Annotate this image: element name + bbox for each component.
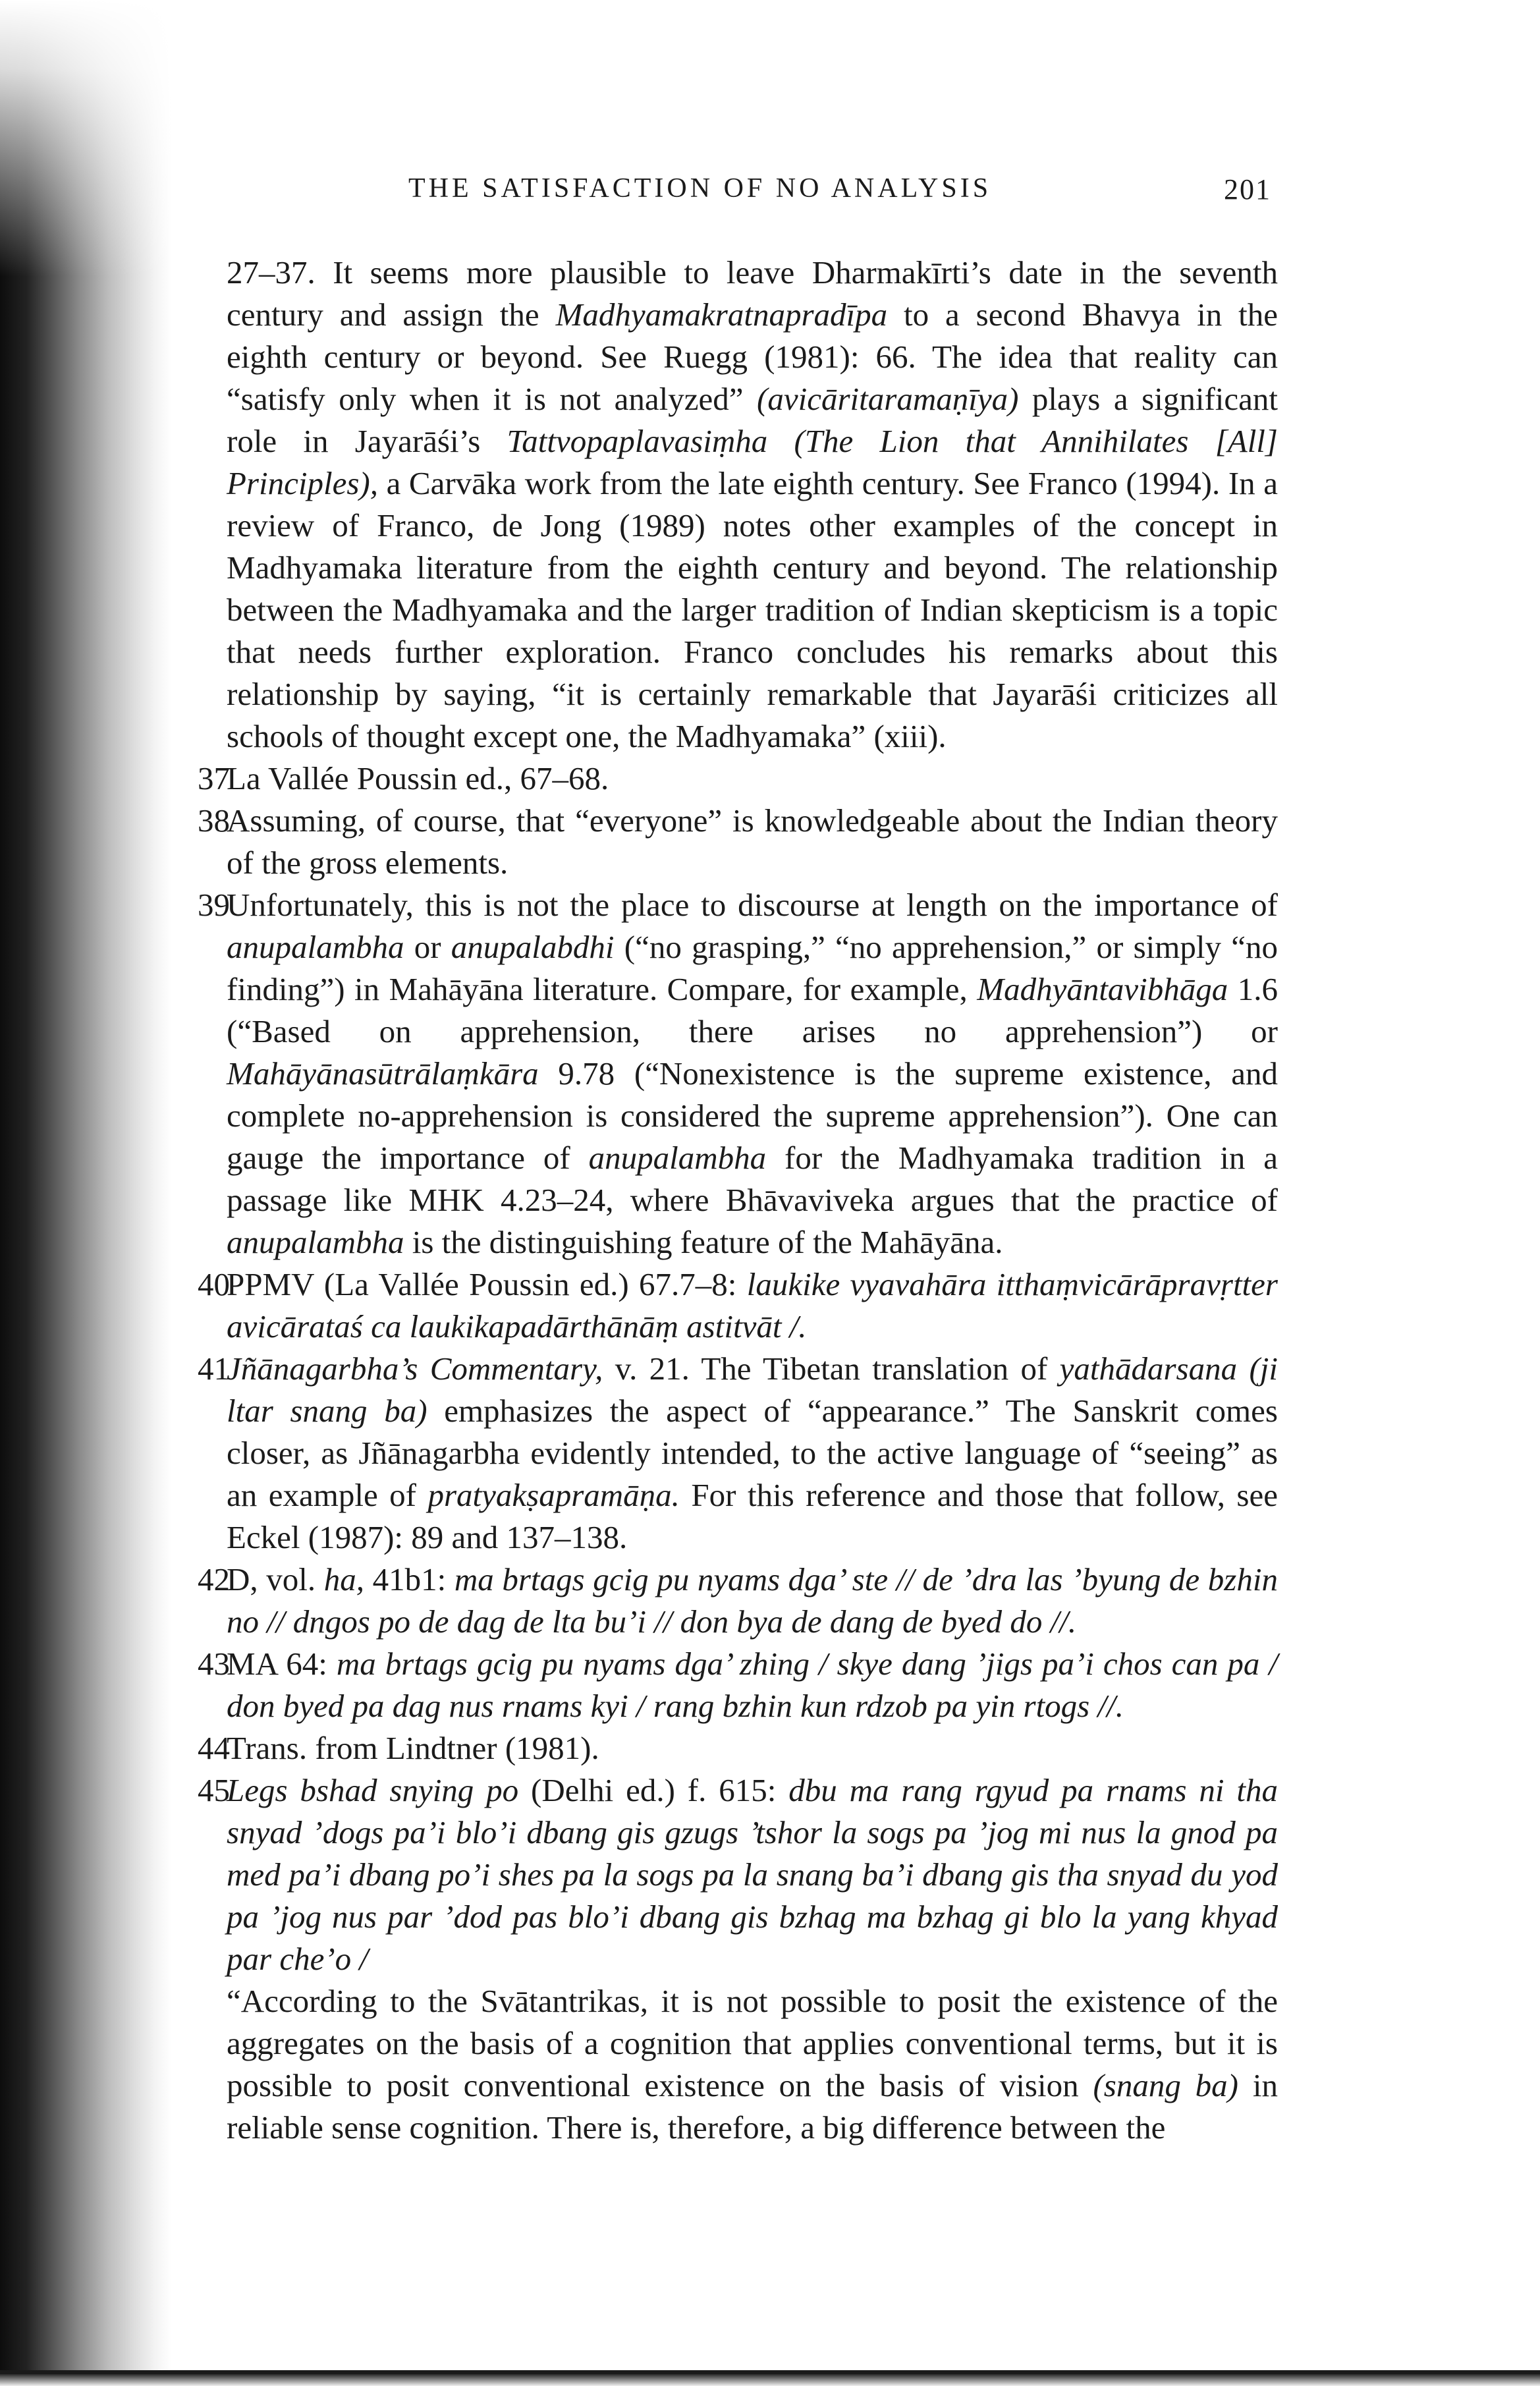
endnote-translation: “According to the Svātantrikas, it is not possible to posit the existence of the aggregates on the basis of a cognition that applies conventional terms, but it is possible to posit conventional existence on the basis of vision (snang ba) in reliable sense cognition. There is, therefore, a big difference between the xyxy=(227,1983,1278,2146)
endnote-40 xyxy=(198,1263,1278,1348)
scan-bottom-edge xyxy=(0,2370,1540,2386)
endnote-number: 40 xyxy=(198,1266,230,1302)
endnote-paragraph: La Vallée Poussin ed., 67–68. xyxy=(227,760,609,796)
endnotes-body xyxy=(198,252,1278,2149)
endnote-43 xyxy=(198,1643,1278,1727)
endnote-paragraph: MA 64: ma brtags gcig pu nyams dga’ zhing / skye dang ’jigs pa’i chos can pa / don byed pa dag nus rnams kyi / rang bzhin kun rdzob pa yin rtogs //. xyxy=(227,1646,1278,1724)
endnote-text xyxy=(227,758,1278,800)
page-binding-shadow xyxy=(0,0,171,2386)
endnote-44 xyxy=(198,1727,1278,1769)
endnote-39 xyxy=(198,884,1278,1263)
endnote-number: 42 xyxy=(198,1561,230,1597)
endnote-38 xyxy=(198,800,1278,884)
endnote-paragraph: PPMV (La Vallée Poussin ed.) 67.7–8: laukike vyavahāra itthaṃvicārāpravṛtter avicārataś ca laukikapadārthānāṃ astitvāt /. xyxy=(227,1266,1278,1345)
endnote-text xyxy=(227,800,1278,884)
page-number: 201 xyxy=(1224,173,1271,206)
endnote-number: 45 xyxy=(198,1772,230,1808)
page-binding-fade xyxy=(0,0,217,277)
endnote-paragraph: Unfortunately, this is not the place to discourse at length on the importance of anupalambha or anupalabdhi (“no grasping,” “no apprehension,” or simply “no finding”) in Mahāyāna literature. Compare, for example, Madhyāntavibhāga 1.6 (“Based on apprehension, there arises no apprehension”) or Mahāyānasūtrālaṃkāra 9.78 (“Nonexistence is the supreme existence, and complete no-apprehension is considered the supreme apprehension”). One can gauge the importance of anupalambha for the Madhyamaka tradition in a passage like MHK 4.23–24, where Bhāvaviveka argues that the practice of anupalambha is the distinguishing feature of the Mahāyāna. xyxy=(227,887,1278,1260)
endnotes-list xyxy=(198,758,1278,2149)
endnote-paragraph: Legs bshad snying po (Delhi ed.) f. 615: dbu ma rang rgyud pa rnams ni tha snyad ’dogs pa’i blo’i dbang gis gzugs ’tshor la sogs pa ’jog mi nus la gnod pa med pa’i dbang po’i shes pa la sogs pa la snang ba’i dbang gis tha snyad du yod pa ’jog nus par ’dod pas blo’i dbang gis bzhag ma bzhag gi blo la yang khyad par che’o / xyxy=(227,1772,1278,1977)
endnote-text xyxy=(227,1559,1278,1643)
endnote-45 xyxy=(198,1769,1278,2149)
endnote-text xyxy=(227,1727,1278,1769)
endnote-text xyxy=(227,1643,1278,1727)
endnote-text xyxy=(227,884,1278,1263)
endnote-text xyxy=(227,1348,1278,1559)
endnote-paragraph: D, vol. ha, 41b1: ma brtags gcig pu nyams dga’ ste // de ’dra las ’byung de bzhin no // dngos po de dag de lta bu’i // don bya de dang de byed do //. xyxy=(227,1561,1278,1640)
endnote-37 xyxy=(198,758,1278,800)
endnote-text xyxy=(227,1263,1278,1348)
endnote-number: 41 xyxy=(198,1350,230,1387)
endnote-42 xyxy=(198,1559,1278,1643)
endnote-number: 39 xyxy=(198,887,230,923)
endnote-number: 44 xyxy=(198,1730,230,1766)
endnote-paragraph: Assuming, of course, that “everyone” is knowledgeable about the Indian theory of the gross elements. xyxy=(227,802,1278,881)
endnote-text xyxy=(227,1769,1278,2149)
endnote-number: 38 xyxy=(198,802,230,839)
endnote-number: 37 xyxy=(198,760,230,796)
continued-note: 27–37. It seems more plausible to leave Dharmakīrti’s date in the seventh century and assign the Madhyamakratnapradīpa to a second Bhavya in the eighth century or beyond. See Ruegg (1981): 66. The idea that reality can “satisfy only when it is not analyzed” (avicāritaramaṇīya) plays a significant role in Jayarāśi’s Tattvopaplavasiṃha (The Lion that Annihilates [All] Principles), a Carvāka work from the late eighth century. See Franco (1994). In a review of Franco, de Jong (1989) notes other examples of the concept in Madhyamaka literature from the eighth century and beyond. The relationship between the Madhyamaka and the larger tradition of Indian skepticism is a topic that needs further exploration. Franco concludes his remarks about this relationship by saying, “it is certainly remarkable that Jayarāśi criticizes all schools of thought except one, the Madhyamaka” (xiii). xyxy=(227,254,1278,754)
endnote-41 xyxy=(198,1348,1278,1559)
running-head: THE SATISFACTION OF NO ANALYSIS xyxy=(408,173,992,204)
endnote-paragraph: Jñānagarbha’s Commentary, v. 21. The Tibetan translation of yathādarsana (ji ltar snang ba) emphasizes the aspect of “appearance.” The Sanskrit comes closer, as Jñānagarbha evidently intended, to the active language of “seeing” as an example of pratyakṣapramāṇa. For this reference and those that follow, see Eckel (1987): 89 and 137–138. xyxy=(227,1350,1279,1555)
endnote-paragraph: Trans. from Lindtner (1981). xyxy=(227,1730,599,1766)
endnote-number: 43 xyxy=(198,1646,230,1682)
